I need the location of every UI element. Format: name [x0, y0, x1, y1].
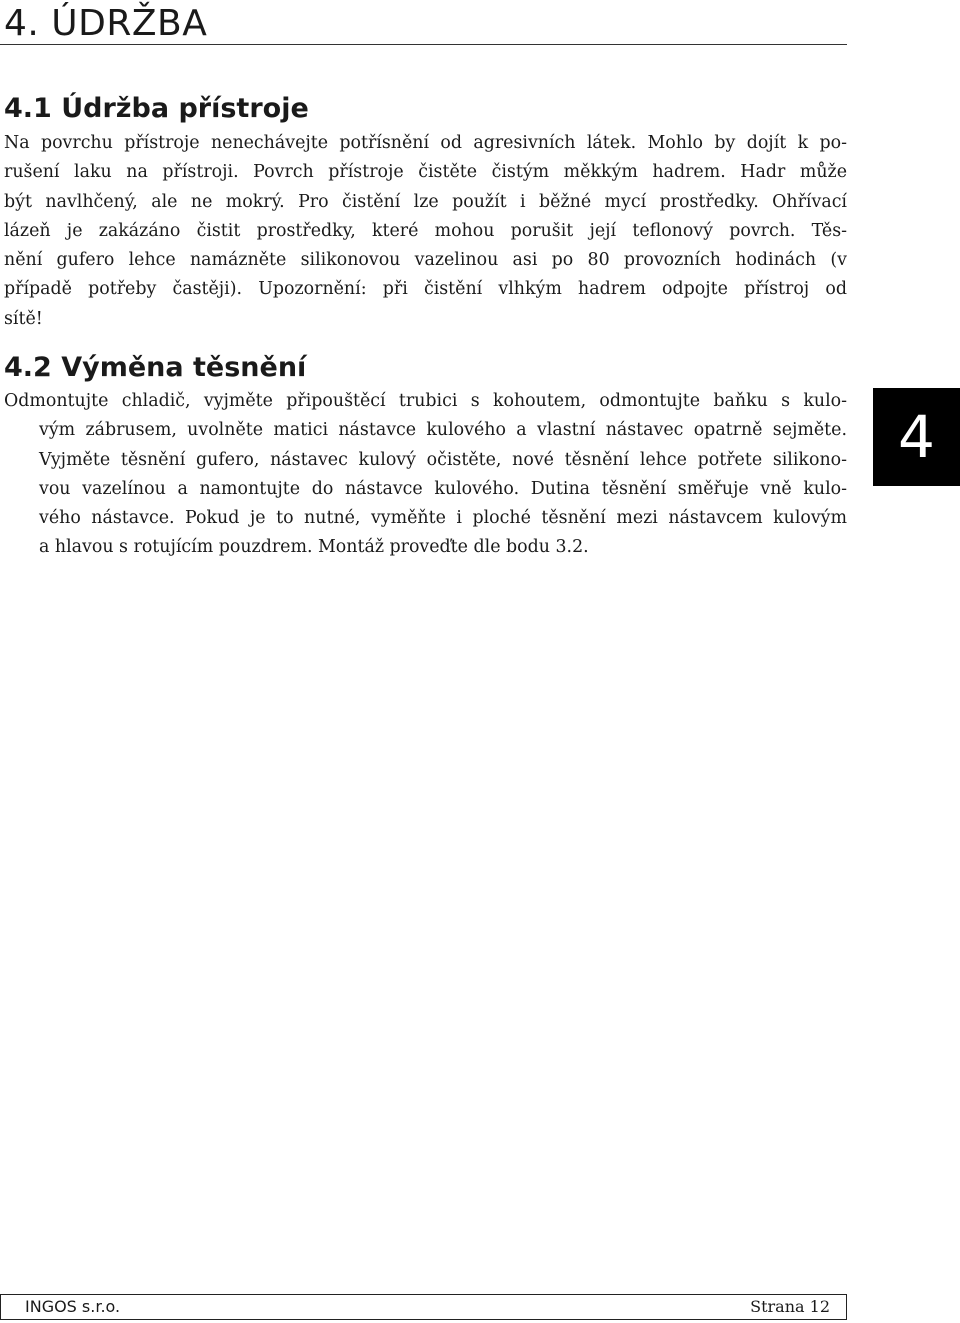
- paragraph-line: nění gufero lehce namázněte silikonovou vazelinou asi po 80 provozních hodinách (v: [4, 250, 847, 271]
- page-footer: [0, 1294, 847, 1320]
- paragraph-line: sítě!: [4, 308, 43, 329]
- paragraph-line: lázeň je zakázáno čistit prostředky, které mohou porušit její teflonový povrch. Těs-: [4, 220, 847, 241]
- paragraph-line: Na povrchu přístroje nenechávejte potřísnění od agresivních látek. Mohlo by dojít k po-: [4, 133, 847, 153]
- paragraph-line: vého nástavce. Pokud je to nutné, vyměňte i ploché těsnění mezi nástavcem kulovým: [39, 508, 847, 529]
- chapter-title: 4. ÚDRŽBA: [4, 3, 208, 44]
- chapter-thumb-tab: 4: [873, 388, 960, 486]
- paragraph-line: a hlavou s rotujícím pouzdrem. Montáž proveďte dle bodu 3.2.: [39, 537, 589, 558]
- section-title-vymena-tesneni: 4.2 Výměna těsnění: [4, 352, 307, 383]
- paragraph-line: Odmontujte chladič, vyjměte připouštěcí trubici s kohoutem, odmontujte baňku s kulo-: [4, 391, 847, 411]
- paragraph-line: rušení laku na přístroji. Povrch přístroje čistěte čistým měkkým hadrem. Hadr může: [4, 162, 847, 183]
- paragraph-line: být navlhčený, ale ne mokrý. Pro čistění lze použít i běžné mycí prostředky. Ohřívací: [4, 191, 847, 212]
- footer-page-number: Strana 12: [750, 1297, 830, 1316]
- footer-company: INGOS s.r.o.: [25, 1297, 121, 1316]
- section-paragraph-udrzba-pristroje: [4, 129, 847, 334]
- paragraph-line: Vyjměte těsnění gufero, nástavec kulový očistěte, nové těsnění lehce potřete silikono-: [39, 449, 847, 470]
- paragraph-line: vou vazelínou a namontujte do nástavce kulového. Dutina těsnění směřuje vně kulo-: [39, 478, 847, 499]
- paragraph-line: případě potřeby častěji). Upozornění: při čistění vlhkým hadrem odpojte přístroj od: [4, 279, 847, 300]
- paragraph-line: vým zábrusem, uvolněte matici nástavce kulového a vlastní nástavec opatrně sejměte.: [39, 420, 847, 441]
- section-title-udrzba-pristroje: 4.1 Údržba přístroje: [4, 93, 309, 124]
- section-paragraph-vymena-tesneni: [4, 387, 847, 563]
- chapter-header: [0, 0, 847, 45]
